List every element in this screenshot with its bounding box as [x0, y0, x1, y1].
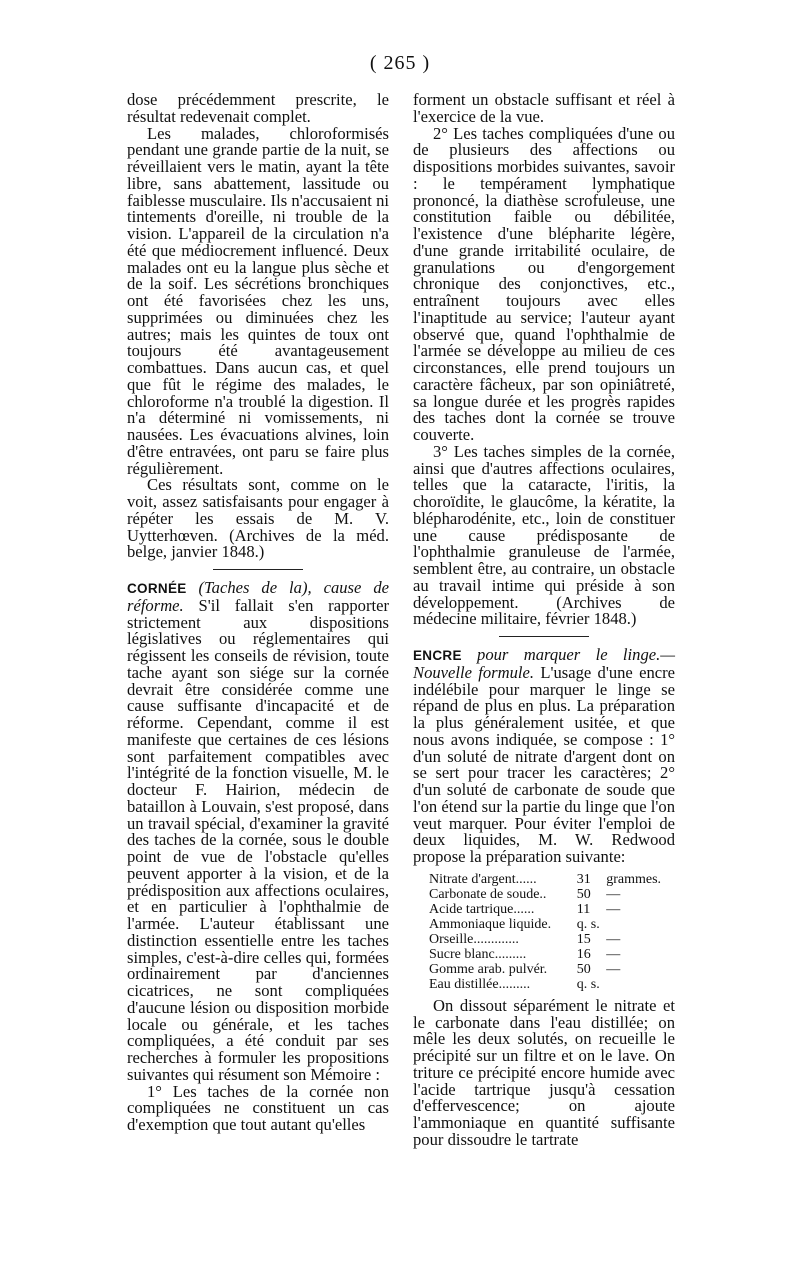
ingredient-unit: —	[606, 946, 621, 962]
ingredient-unit: grammes.	[606, 871, 662, 887]
ingredient-qty: 31	[576, 871, 591, 887]
ingredient-unit	[606, 977, 675, 992]
ingredient-qty: q. s.	[576, 916, 600, 932]
ingredient-name: Gomme arab. pulvér.	[429, 961, 548, 977]
ingredient-name: Sucre blanc.........	[429, 946, 527, 962]
recipe-row	[429, 917, 675, 932]
recipe-row	[429, 947, 675, 962]
paragraph: 1° Les taches de la cornée non compliquées ne constituent un cas d'exemption que tout autant qu'elles	[127, 1081, 389, 1134]
ingredient-name: Ammoniaque liquide.	[429, 916, 552, 932]
ingredient-name: Carbonate de soude..	[429, 886, 547, 902]
ingredient-unit: —	[606, 886, 621, 902]
paragraph: Les malades, chloroformisés pendant une grande partie de la nuit, se réveillaient vers le matin, ayant la tête libre, sans abattement, lassitude ou faiblesse musculaire. Ils n'accusaient ni tintements d'oreille, ni trouble de la vision. L'appareil de la circulation n'a été que médiocrement influencé. Deux malades ont eu la langue plus sèche et de la soif. Les sécrétions bronchiques ont été favorisées chez les uns, supprimées ou diminuées chez les autres; mais les quintes de toux ont toujours été avantageusement combattues. Dans aucun cas, et quel que fût le régime des malades, le chloroforme n'a troublé la digestion. Il n'a déterminé ni vomissements, ni nausées. Les évacuations alvines, loin d'être entravées, ont paru se faire plus régulièrement.	[127, 123, 389, 478]
article-cornee	[127, 580, 389, 1084]
page-number: ( 265 )	[369, 52, 431, 74]
paragraph: Ces résultats sont, comme on le voit, assez satisfaisants pour engager à répéter les essais de M. V. Uytterhœven. (Archives de la méd. belge, janvier 1848.)	[127, 475, 389, 562]
paragraph: On dissout séparément le nitrate et le carbonate dans l'eau distillée; on mêle les deux solutés, on recueille le précipité sur un filtre et on le lave. On triture ce précipité encore humide avec l'acide tartrique jusqu'à cessation d'effervescence; on ajoute l'ammoniaque en quantité suffisante pour dissoudre le tartrate	[413, 995, 675, 1149]
article-body: L'usage d'une encre indélébile pour marquer le linge se répand de plus en plus. La préparation la plus généralement usitée, et que nous avons indiquée, se compose : 1° d'un soluté de nitrate d'argent dont on se sert pour tracer les caractères; 2° d'un soluté de carbonate de soude que l'on étend sur la partie du linge que l'on veut marquer. Pour éviter l'emploi de deux liquides, M. W. Redwood propose la préparation suivante:	[413, 662, 676, 866]
ingredient-unit: —	[606, 901, 621, 917]
ingredient-unit: —	[606, 961, 621, 977]
recipe-table	[429, 872, 675, 992]
article-heading: CORNÉE	[127, 581, 199, 596]
right-column	[413, 92, 675, 1149]
article-heading: ENCRE	[413, 648, 478, 663]
ingredient-unit: —	[606, 931, 621, 947]
recipe-row	[429, 872, 675, 887]
article-body: S'il fallait s'en rapporter strictement aux dispositions législatives ou réglementaires qui régissent les conseils de révision, toute tache ayant son siége sur la cornée devrait être considérée comme une cause suffisante d'incapacité et de réforme. Cependant, comme il est manifeste que certaines de ces lésions sont parfaitement compatibles avec l'intégrité de la fonction visuelle, M. le docteur F. Hairion, médecin de bataillon à Louvain, s'est proposé, dans un travail spécial, d'examiner la gravité des taches de la cornée, sous le double point de vue de l'obstacle qu'elles peuvent apporter à la vision, et de la prédisposition aux affections oculaires, et en particulier à l'ophthalmie de l'armée. L'auteur établissant une distinction essentielle entre les taches simples, c'est-à-dire celles qui, formées ordinairement par d'anciennes cicatrices, ne sont compliquées d'aucune lésion ou disposition morbide locale ou générale, et les taches compliquées, a été conduit par ses recherches à formuler les propositions suivantes qui résument son Mémoire :	[127, 595, 389, 1084]
ingredient-qty: 50	[576, 961, 591, 977]
ingredient-name: Eau distillée.........	[429, 976, 531, 992]
ingredient-qty: 16	[576, 946, 591, 962]
recipe-row	[429, 977, 675, 992]
ingredient-qty: 50	[576, 886, 591, 902]
ingredient-name: Nitrate d'argent......	[429, 871, 537, 887]
ingredient-unit	[606, 917, 675, 932]
recipe-row	[429, 932, 675, 947]
recipe-row	[429, 962, 675, 977]
ingredient-qty: q. s.	[576, 976, 600, 992]
recipe-row	[429, 887, 675, 902]
section-divider	[499, 636, 589, 637]
article-encre	[413, 647, 675, 866]
paragraph: dose précédemment prescrite, le résultat redevenait complet.	[127, 90, 389, 126]
ingredient-qty: 11	[576, 901, 591, 917]
paragraph: forment un obstacle suffisant et réel à l'exercice de la vue.	[413, 90, 675, 126]
section-divider	[213, 569, 303, 570]
ingredient-name: Orseille.............	[429, 931, 519, 947]
article-subheading: pour marquer le linge.— Nouvelle formule.	[413, 645, 676, 682]
paragraph: 2° Les taches compliquées d'une ou de plusieurs des affections ou dispositions morbides suivantes, savoir : le tempérament lymphatique prononcé, la diathèse scrofuleuse, une constitution faible ou débilitée, l'existence d'une blépharite légère, d'une grande irritabilité oculaire, de granulations ou d'engorgement chronique des conjonctives, etc., entraînent toujours avec elles l'inaptitude au service; l'auteur ayant observé que, quand l'ophthalmie de l'armée se développe au milieu de ces circonstances, elle prend toujours un caractère fâcheux, par son opiniâtreté, sa longue durée et les progrès rapides des taches dont la cornée se trouve couverte.	[413, 123, 675, 444]
left-column	[127, 92, 389, 1134]
ingredient-qty: 15	[576, 931, 591, 947]
paragraph: 3° Les taches simples de la cornée, ainsi que d'autres affections oculaires, telles que la cataracte, l'iritis, la choroïdite, le glaucôme, la kératite, la blépharodénite, etc., loin de constituer une cause prédisposante de l'ophthalmie granuleuse de l'armée, semblent être, au contraire, un obstacle au travail intime qui préside à son développement. (Archives de médecine militaire, février 1848.)	[413, 441, 675, 629]
recipe-row	[429, 902, 675, 917]
article-subheading: (Taches de la), cause de réforme.	[127, 578, 390, 615]
ingredient-name: Acide tartrique......	[429, 901, 535, 917]
